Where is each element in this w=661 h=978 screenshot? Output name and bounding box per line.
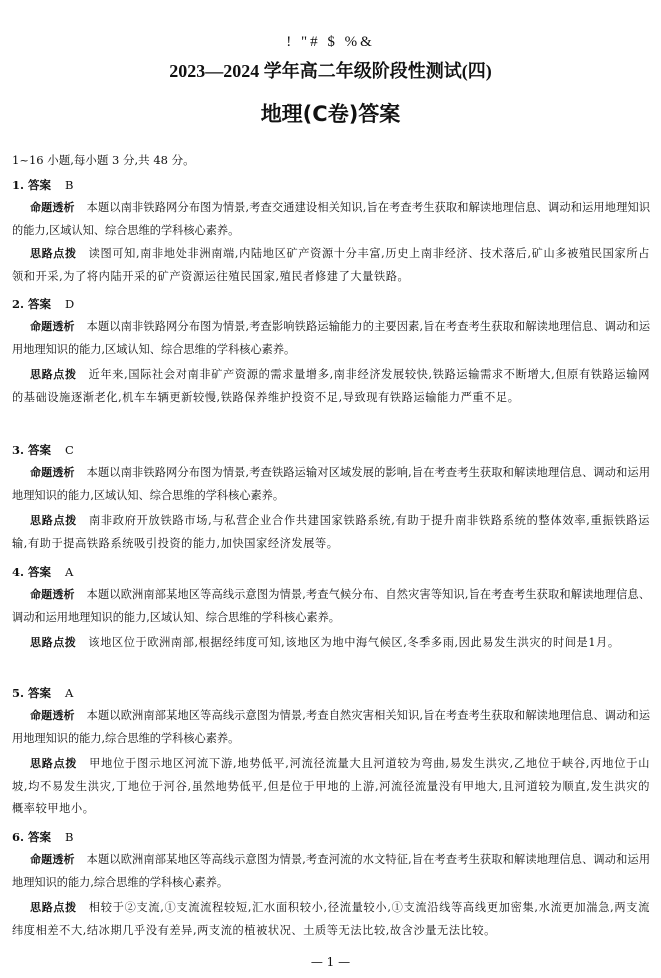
hint-text: 南非政府开放铁路市场,与私营企业合作共建国家铁路系统,有助于提升南非铁路系统的整体效率,重振铁路运输,有助于提高铁路系统吸引投资的能力,加快国家经济发展等。 <box>12 514 650 550</box>
header-garbled-text: ! "# $ %& <box>286 34 375 50</box>
hint-label: 思路点拨 <box>30 901 77 914</box>
question-number: 3. 答案 <box>12 443 52 457</box>
question-number: 5. 答案 <box>12 686 52 700</box>
question-5-header <box>12 685 73 701</box>
hint-label: 思路点拨 <box>30 247 77 260</box>
hint-text: 相较于②支流,①支流流程较短,汇水面积较小,径流量较小,①支流沿线等高线更加密集,水流更加湍急,两支流纬度相差不大,结冰期几乎没有差异,两支流的植被状况、土质等无法比较,故含沙量无法比较。 <box>12 901 650 937</box>
question-2-hint <box>12 364 650 409</box>
page-subtitle: 地理(C卷)答案 <box>260 102 401 126</box>
hint-label: 思路点拨 <box>30 757 78 770</box>
question-answer: A <box>65 565 74 579</box>
analysis-label: 命题透析 <box>30 320 75 333</box>
analysis-text: 本题以南非铁路网分布图为情景,考查交通建设相关知识,旨在考查考生获取和解读地理信息、调动和运用地理知识的能力,区域认知、综合思维的学科核心素养。 <box>12 201 651 237</box>
question-2-header <box>12 296 74 312</box>
hint-text: 读图可知,南非地处非洲南端,内陆地区矿产资源十分丰富,历史上南非经济、技术落后,矿山多被殖民国家所占领和开采,为了将内陆开采的矿产资源运往殖民国家,殖民者修建了大量铁路。 <box>12 247 650 283</box>
question-6-header <box>12 829 73 845</box>
question-answer: A <box>65 686 74 700</box>
hint-label: 思路点拨 <box>30 514 77 527</box>
question-5-hint <box>12 753 650 821</box>
question-answer: B <box>65 830 74 844</box>
question-answer: C <box>65 443 74 457</box>
hint-text: 近年来,国际社会对南非矿产资源的需求量增多,南非经济发展较快,铁路运输需求不断增大,但原有铁路运输网的基础设施逐渐老化,机车车辆更新较慢,铁路保养维护投资不足,导致现有铁路运输能力严重不足。 <box>12 368 650 404</box>
question-3-hint <box>12 510 650 555</box>
question-6-analysis <box>12 849 650 894</box>
hint-text: 甲地位于图示地区河流下游,地势低平,河流径流量大且河道较为弯曲,易发生洪灾,乙地位于峡谷,丙地位于山坡,均不易发生洪灾,丁地位于河谷,虽然地势低平,但是位于甲地的上游,河流径流量没有甲地大,且河道较为顺直,发生洪灾的概率较甲地小。 <box>12 757 650 816</box>
analysis-label: 命题透析 <box>30 709 75 722</box>
question-number: 4. 答案 <box>12 565 52 579</box>
question-number: 1. 答案 <box>12 178 52 192</box>
page-number: — 1 — <box>310 955 351 969</box>
analysis-label: 命题透析 <box>30 853 75 866</box>
question-number: 6. 答案 <box>12 830 52 844</box>
analysis-text: 本题以欧洲南部某地区等高线示意图为情景,考查自然灾害相关知识,旨在考查考生获取和解读地理信息、调动和运用地理知识的能力,综合思维的学科核心素养。 <box>12 709 651 745</box>
analysis-text: 本题以南非铁路网分布图为情景,考查铁路运输对区域发展的影响,旨在考查考生获取和解读地理信息、调动和运用地理知识的能力,区域认知、综合思维的学科核心素养。 <box>12 466 651 502</box>
question-4-hint <box>12 632 650 655</box>
hint-label: 思路点拨 <box>30 636 77 649</box>
question-1-hint <box>12 243 650 288</box>
analysis-text: 本题以南非铁路网分布图为情景,考查影响铁路运输能力的主要因素,旨在考查考生获取和解读地理信息、调动和运用地理知识的能力,区域认知、综合思维的学科核心素养。 <box>12 320 651 356</box>
question-6-hint <box>12 897 650 942</box>
page-title: 2023—2024 学年高二年级阶段性测试(四) <box>169 61 492 81</box>
analysis-label: 命题透析 <box>30 466 75 479</box>
question-answer: B <box>65 178 74 192</box>
question-answer: D <box>65 297 75 311</box>
section-intro: 1~16 小题,每小题 3 分,共 48 分。 <box>12 153 195 167</box>
hint-label: 思路点拨 <box>30 368 77 381</box>
hint-text: 该地区位于欧洲南部,根据经纬度可知,该地区为地中海气候区,冬季多雨,因此易发生洪灾的时间是1月。 <box>88 636 620 649</box>
question-4-header <box>12 564 73 580</box>
question-1-header <box>12 177 73 193</box>
analysis-label: 命题透析 <box>30 588 75 601</box>
question-5-analysis <box>12 705 650 750</box>
question-number: 2. 答案 <box>12 297 52 311</box>
question-3-header <box>12 442 74 458</box>
analysis-label: 命题透析 <box>30 201 75 214</box>
analysis-text: 本题以欧洲南部某地区等高线示意图为情景,考查气候分布、自然灾害等知识,旨在考查考生获取和解读地理信息、调动和运用地理知识的能力,区域认知、综合思维的学科核心素养。 <box>12 588 651 624</box>
question-4-analysis <box>12 584 650 629</box>
question-3-analysis <box>12 462 650 507</box>
question-1-analysis <box>12 197 650 242</box>
analysis-text: 本题以欧洲南部某地区等高线示意图为情景,考查河流的水文特征,旨在考查考生获取和解读地理信息、调动和运用地理知识的能力,综合思维的学科核心素养。 <box>12 853 651 889</box>
question-2-analysis <box>12 316 650 361</box>
